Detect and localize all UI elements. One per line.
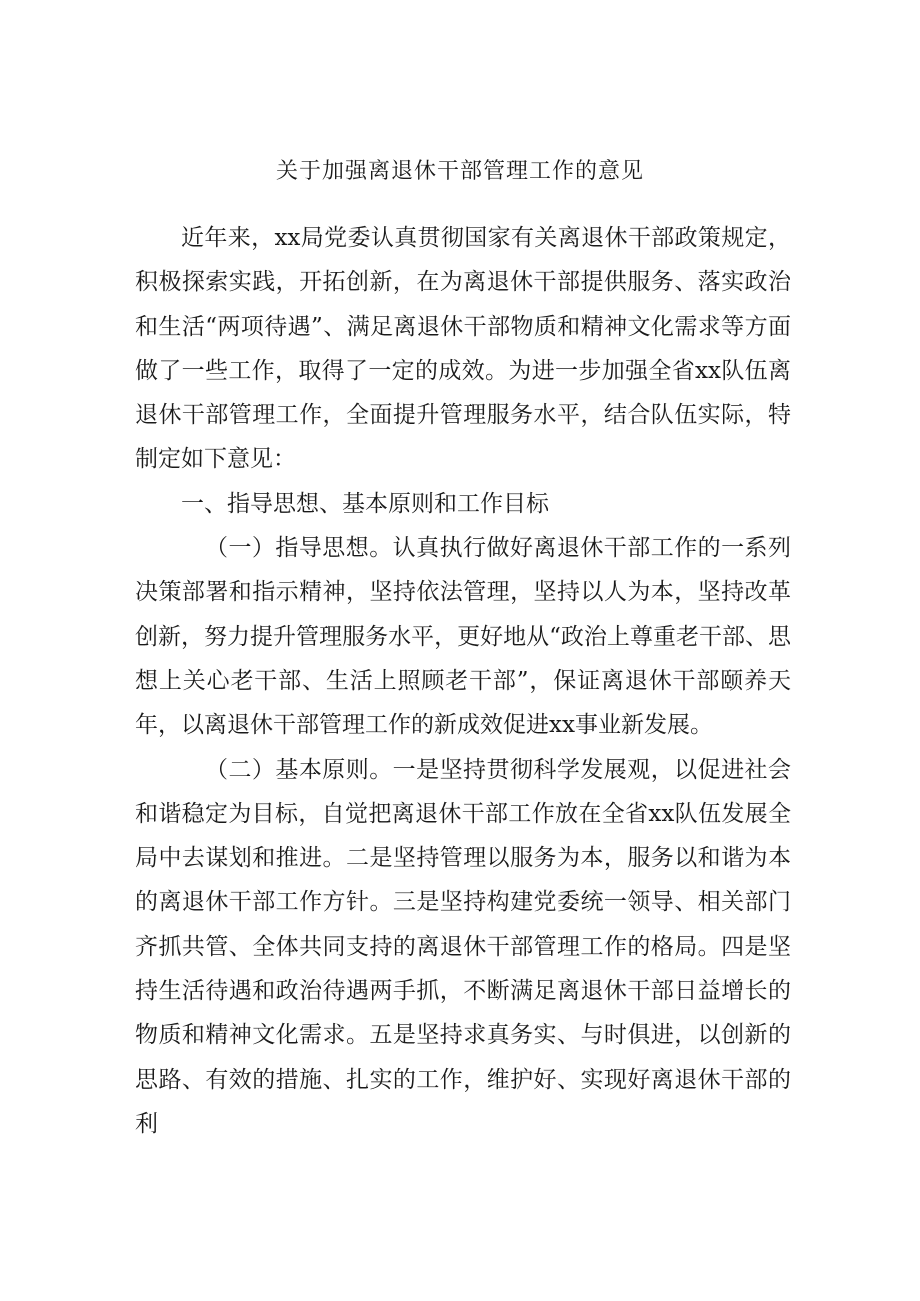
guiding-ideology-paragraph: （一）指导思想。认真执行做好离退休干部工作的一系列决策部署和指示精神，坚持依法管理，坚持以人为本，坚持改革创新，努力提升管理服务水平，更好地从“政治上尊重老干部、思想上关心老干部、生活上照顾老干部”，保证离退休干部颐养天年，以离退休干部管理工作的新成效促进xx事业新发展。 [135,535,791,739]
document-title: 关于加强离退休干部管理工作的意见 [275,159,644,184]
section-heading-1: 一、指导思想、基本原则和工作目标 [181,490,549,517]
basic-principles-paragraph: （二）基本原则。一是坚持贯彻科学发展观，以促进社会和谐稳定为目标，自觉把离退休干部工作放在全省xx队伍发展全局中去谋划和推进。二是坚持管理以服务为本，服务以和谐为本的离退休干部工作方针。三是坚持构建党委统一领导、相关部门齐抓共管、全体共同支持的离退休干部管理工作的格局。四是坚持生活待遇和政治待遇两手抓，不断满足离退休干部日益增长的物质和精神文化需求。五是坚持求真务实、与时俱进，以创新的思路、有效的措施、扎实的工作，维护好、实现好离退休干部的利 [135,756,791,1137]
document-body [135,216,791,1146]
intro-paragraph: 近年来，xx局党委认真贯彻国家有关离退休干部政策规定，积极探索实践，开拓创新，在为离退休干部提供服务、落实政治和生活“两项待遇”、满足离退休干部物质和精神文化需求等方面做了一些工作，取得了一定的成效。为进一步加强全省xx队伍离退休干部管理工作，全面提升管理服务水平，结合队伍实际，特制定如下意见： [135,225,791,473]
